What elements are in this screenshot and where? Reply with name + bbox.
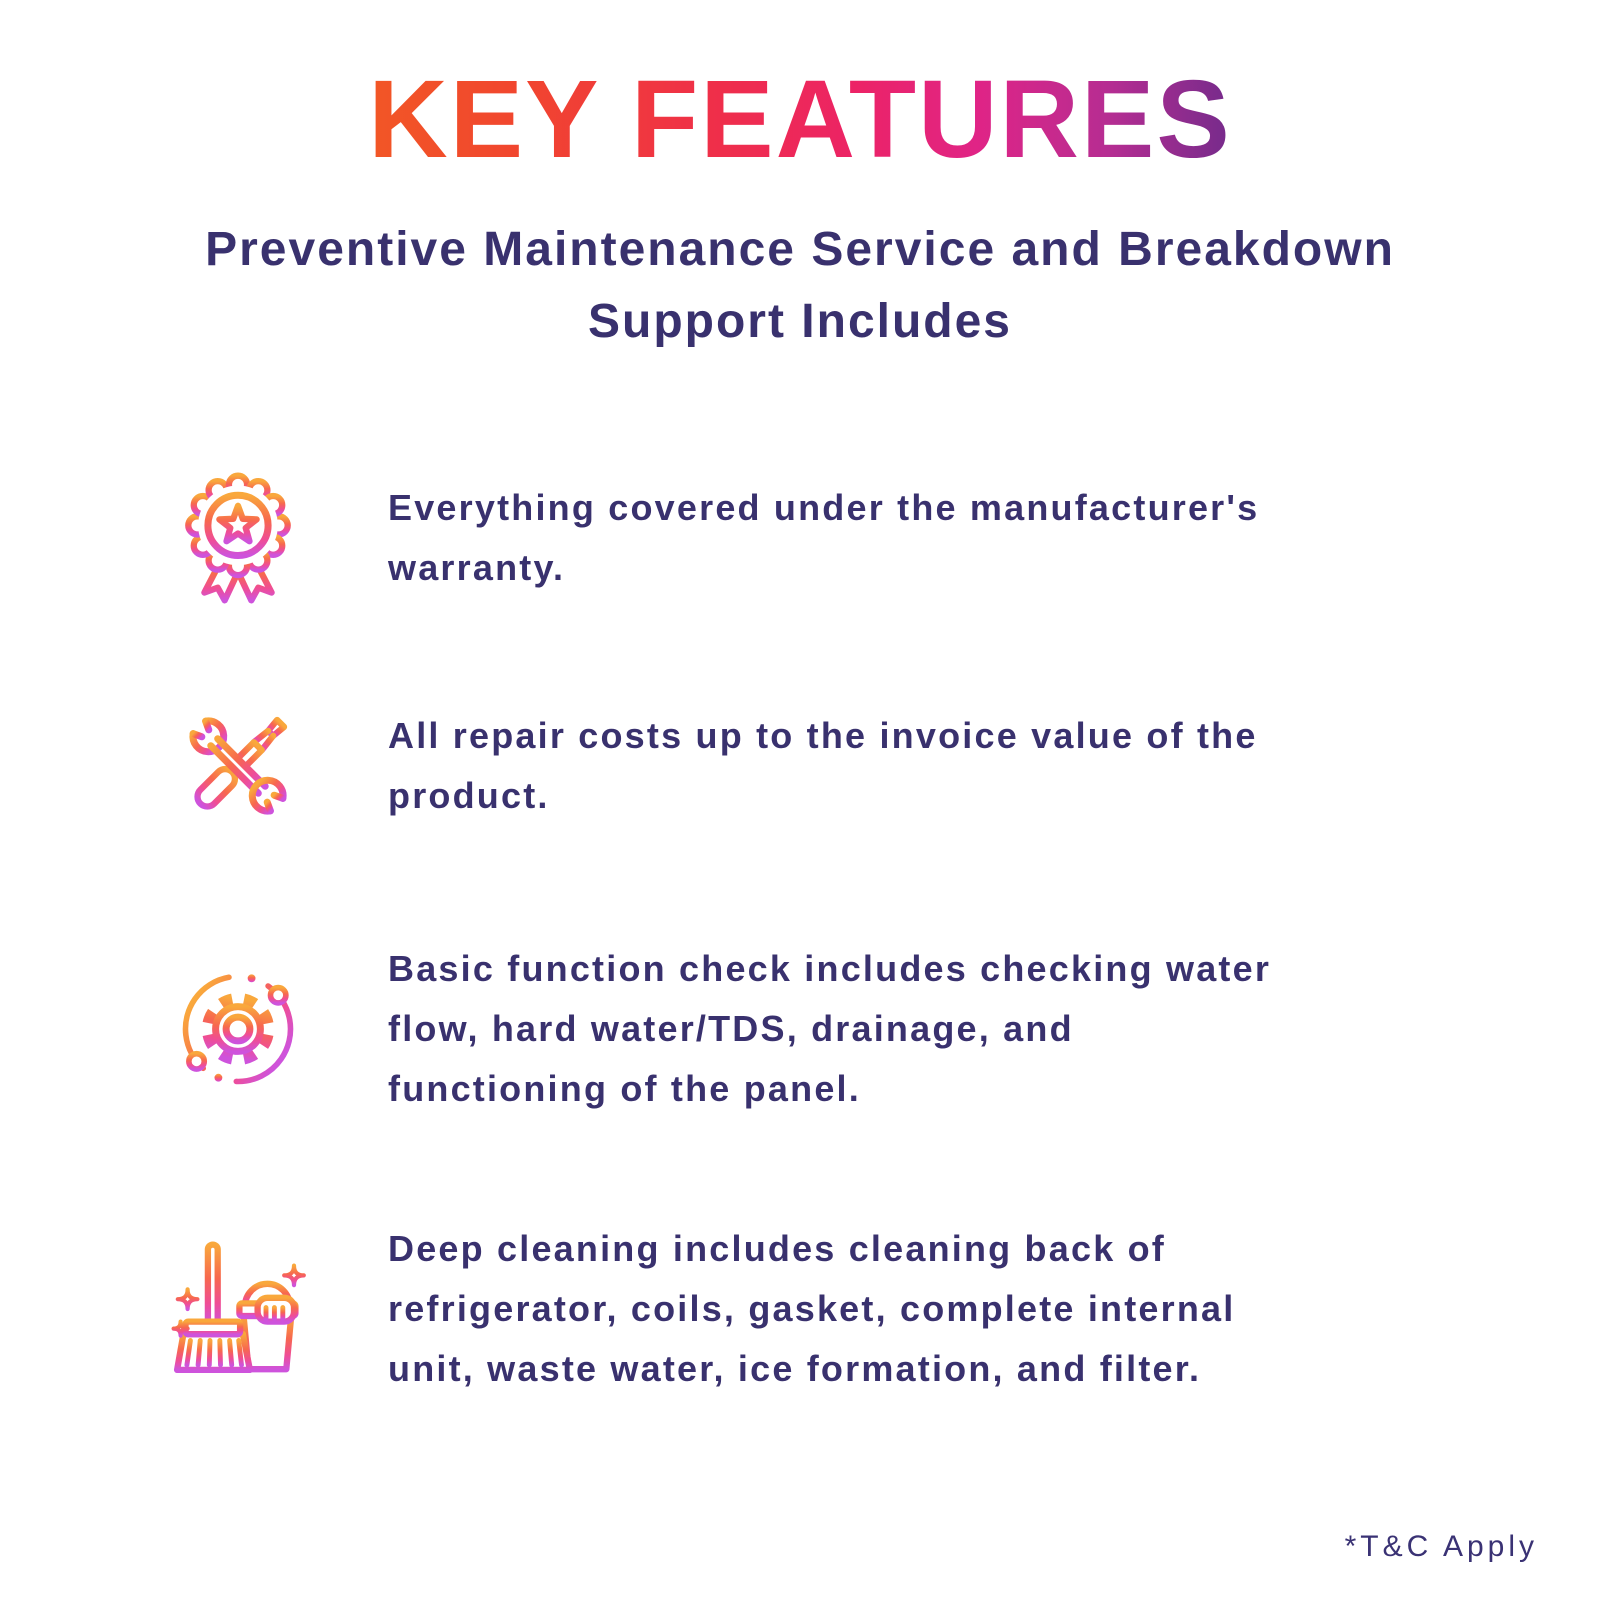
function-check-gear-icon [168, 959, 308, 1099]
subtitle-line-1: Preventive Maintenance Service and Breakdown [205, 223, 1395, 276]
feature-text-line: Deep cleaning includes cleaning back of [388, 1228, 1166, 1269]
feature-text-line: functioning of the panel. [388, 1068, 861, 1109]
feature-text-deep-cleaning [388, 1219, 1235, 1399]
features-list [0, 468, 1600, 1399]
feature-text-repair-costs [388, 706, 1258, 826]
feature-row-repair-costs [168, 696, 1600, 836]
feature-text-function-check [388, 939, 1271, 1119]
feature-row-warranty [168, 468, 1600, 608]
feature-text-line: warranty. [388, 547, 566, 588]
page-title: KEY FEATURES [250, 54, 1350, 186]
terms-footnote: *T&C Apply [1344, 1530, 1538, 1563]
feature-text-line: Basic function check includes checking water [388, 948, 1272, 989]
feature-text-line: All repair costs up to the invoice value of the [388, 715, 1258, 756]
award-badge-icon [168, 468, 308, 608]
repair-tools-icon [168, 696, 308, 836]
subtitle-line-2: Support Includes [587, 295, 1012, 348]
page-subtitle [0, 214, 1600, 358]
feature-text-line: refrigerator, coils, gasket, complete internal [388, 1288, 1236, 1329]
feature-text-line: Everything covered under the manufacturer's [388, 487, 1260, 528]
feature-text-line: unit, waste water, ice formation, and filter. [388, 1348, 1202, 1389]
feature-text-line: product. [388, 775, 550, 816]
feature-text-line: flow, hard water/TDS, drainage, and [388, 1008, 1074, 1049]
feature-row-function-check [168, 939, 1600, 1119]
feature-text-warranty [388, 478, 1259, 598]
feature-row-deep-cleaning [168, 1219, 1600, 1399]
deep-cleaning-icon [168, 1239, 308, 1379]
